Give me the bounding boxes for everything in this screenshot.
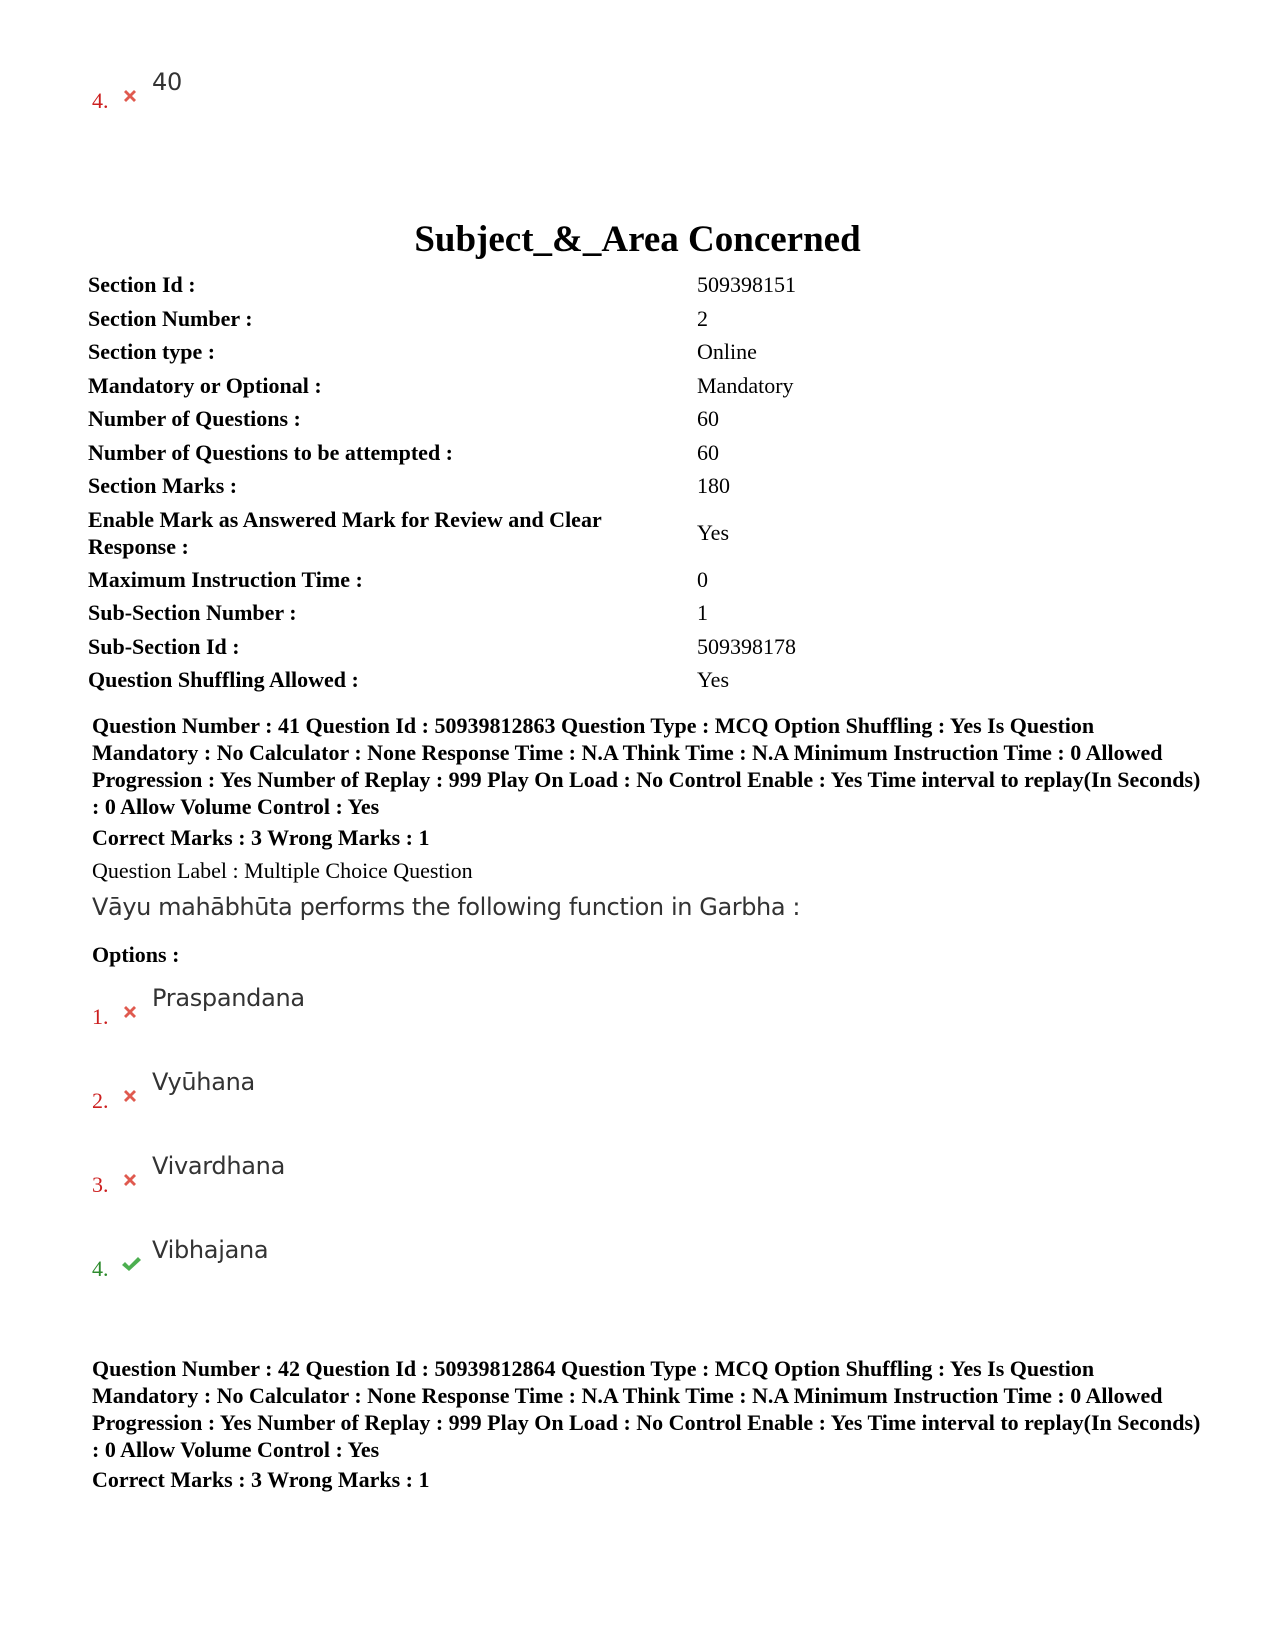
section-value: 1 (697, 600, 708, 626)
option-number: 4. (92, 1256, 109, 1281)
question-41-text: Vāyu mahābhūta performs the following function in Garbha : (92, 893, 801, 921)
section-row (88, 596, 997, 630)
option-text: Vibhajana (152, 1236, 269, 1264)
section-value: 180 (697, 473, 730, 499)
question-42-meta: Question Number : 42 Question Id : 50939812864 Question Type : MCQ Option Shuffling : Yes Is Question Mandatory : No Calculator : None Response Time : N.A Think Time : N.A Minimum Instruction Time : 0 Allowed Progression : Yes Number of Replay : 999 Play On Load : No Control Enable : Yes Time interval to replay(In Seconds) : 0 Allow Volume Control : Yes (92, 1356, 1201, 1462)
option-text: Vyūhana (152, 1068, 255, 1096)
section-row (88, 663, 997, 697)
section-value: 60 (697, 439, 719, 465)
option-number: 2. (92, 1088, 109, 1113)
section-value: 0 (697, 566, 708, 592)
section-row (88, 268, 997, 302)
section-value: Online (697, 339, 757, 365)
section-value: Yes (697, 667, 730, 693)
option-text: Vivardhana (152, 1152, 285, 1180)
section-key: Section Id : (88, 272, 196, 298)
section-row (88, 335, 997, 369)
section-key: Number of Questions to be attempted : (88, 439, 454, 465)
option-number: 4. (92, 88, 109, 113)
section-row (88, 402, 997, 436)
cross-icon (120, 1170, 140, 1190)
section-row (88, 630, 997, 664)
section-key: Section Number : (88, 305, 253, 331)
option-text: 40 (152, 68, 182, 96)
option-3 (92, 1152, 492, 1196)
section-key: Mandatory or Optional : (88, 372, 322, 398)
section-row (88, 563, 997, 597)
prev-option-4 (92, 68, 292, 112)
section-key: Maximum Instruction Time : (88, 566, 363, 592)
question-41-marks: Correct Marks : 3 Wrong Marks : 1 (92, 825, 430, 850)
cross-icon (120, 1086, 140, 1106)
option-4 (92, 1236, 492, 1280)
section-key: Enable Mark as Answered Mark for Review and Clear Response : (88, 506, 602, 559)
section-value: Yes (697, 520, 730, 545)
options-heading: Options : (92, 942, 180, 967)
section-value: 509398178 (697, 633, 796, 659)
section-key: Section type : (88, 339, 216, 365)
section-row (88, 436, 997, 470)
section-key: Question Shuffling Allowed : (88, 667, 359, 693)
section-value: Mandatory (697, 372, 794, 398)
section-row (88, 369, 997, 403)
section-key: Sub-Section Id : (88, 633, 240, 659)
section-info-table (88, 268, 997, 697)
option-text: Praspandana (152, 984, 305, 1012)
section-key: Number of Questions : (88, 406, 301, 432)
cross-icon (120, 1002, 140, 1022)
section-row (88, 469, 997, 503)
checkmark-icon (118, 1254, 142, 1274)
section-key: Sub-Section Number : (88, 600, 297, 626)
section-value: 60 (697, 406, 719, 432)
section-value: 2 (697, 305, 708, 331)
option-number: 1. (92, 1004, 109, 1029)
question-41-label: Question Label : Multiple Choice Question (92, 858, 473, 883)
question-42-marks: Correct Marks : 3 Wrong Marks : 1 (92, 1467, 430, 1492)
section-title: Subject_&_Area Concerned (414, 219, 861, 260)
option-2 (92, 1068, 492, 1112)
section-row (88, 503, 997, 563)
section-value: 509398151 (697, 272, 796, 298)
section-row (88, 302, 997, 336)
option-1 (92, 984, 492, 1028)
option-number: 3. (92, 1172, 109, 1197)
question-41-meta: Question Number : 41 Question Id : 50939812863 Question Type : MCQ Option Shuffling : Yes Is Question Mandatory : No Calculator : None Response Time : N.A Think Time : N.A Minimum Instruction Time : 0 Allowed Progression : Yes Number of Replay : 999 Play On Load : No Control Enable : Yes Time interval to replay(In Seconds) : 0 Allow Volume Control : Yes (92, 713, 1201, 819)
section-key: Section Marks : (88, 473, 238, 499)
cross-icon (120, 86, 140, 106)
